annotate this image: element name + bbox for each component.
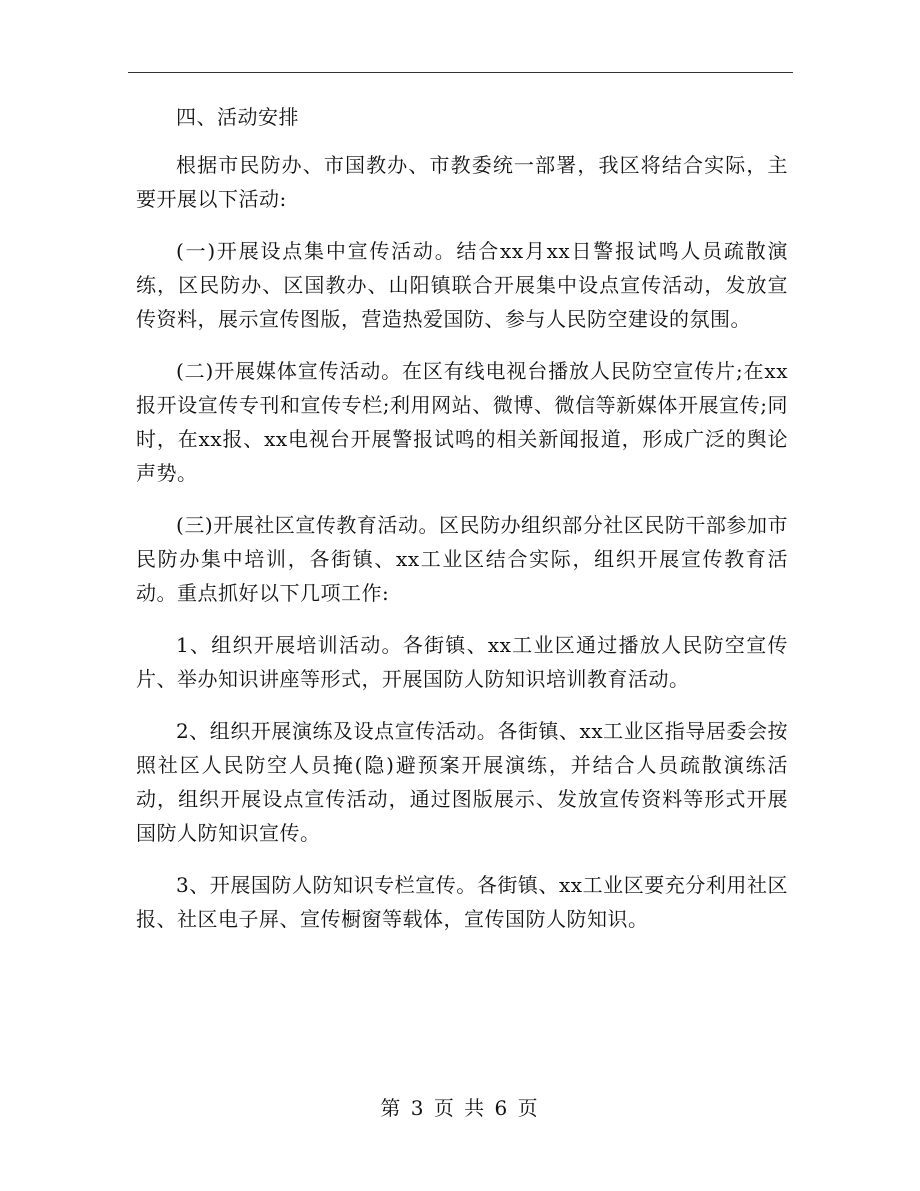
paragraph-subitem-2: 2、组织开展演练及设点宣传活动。各街镇、xx工业区指导居委会按照社区人民防空人员掩(隐)避预案开展演练，并结合人员疏散演练活动，组织开展设点宣传活动，通过图版展示、发放宣传资料等形式开展国防人防知识宣传。 xyxy=(136,719,788,845)
header-rule xyxy=(128,72,793,73)
document-body xyxy=(136,100,788,954)
paragraph-item-2: (二)开展媒体宣传活动。在区有线电视台播放人民防空宣传片;在xx报开设宣传专刊和宣传专栏;利用网站、微博、微信等新媒体开展宣传;同时，在xx报、xx电视台开展警报试鸣的相关新闻报道，形成广泛的舆论声势。 xyxy=(136,359,788,485)
paragraph-item-1: (一)开展设点集中宣传活动。结合xx月xx日警报试鸣人员疏散演练，区民防办、区国教办、山阳镇联合开展集中设点宣传活动，发放宣传资料，展示宣传图版，营造热爱国防、参与人民防空建设的氛围。 xyxy=(136,239,788,331)
paragraph-item-3: (三)开展社区宣传教育活动。区民防办组织部分社区民防干部参加市民防办集中培训，各街镇、xx工业区结合实际，组织开展宣传教育活动。重点抓好以下几项工作: xyxy=(136,513,788,605)
paragraph-subitem-1: 1、组织开展培训活动。各街镇、xx工业区通过播放人民防空宣传片、举办知识讲座等形式，开展国防人防知识培训教育活动。 xyxy=(136,633,788,691)
section-heading: 四、活动安排 xyxy=(176,105,299,129)
paragraph-subitem-3: 3、开展国防人防知识专栏宣传。各街镇、xx工业区要充分利用社区报、社区电子屏、宣传橱窗等载体，宣传国防人防知识。 xyxy=(136,873,788,931)
page-number-footer: 第 3 页 共 6 页 xyxy=(380,1096,540,1120)
paragraph-intro: 根据市民防办、市国教办、市教委统一部署，我区将结合实际，主要开展以下活动: xyxy=(136,153,788,211)
